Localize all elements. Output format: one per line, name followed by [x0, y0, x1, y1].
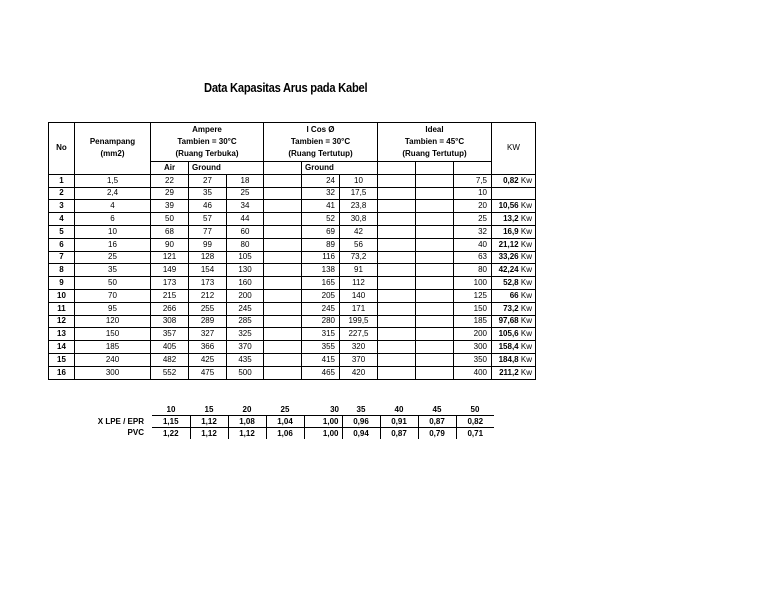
cell-ideal-3: 7,5 [454, 174, 492, 187]
cell-no: 12 [49, 315, 75, 328]
cell-kw [492, 251, 536, 264]
cell-icos-ground: 89 [302, 238, 340, 251]
kw-value: 211,2 [499, 367, 519, 377]
cell-icos-ground: 280 [302, 315, 340, 328]
cell-no: 9 [49, 277, 75, 290]
cell-kw [492, 213, 536, 226]
cell-ground-2: 18 [227, 174, 264, 187]
table-row [49, 302, 536, 315]
cell-ground-2: 285 [227, 315, 264, 328]
cell-ideal-3: 40 [454, 238, 492, 251]
cell-ground-2: 200 [227, 289, 264, 302]
kw-unit: Kw [520, 226, 532, 236]
correction-header-row-value: 30 [304, 404, 342, 416]
table-row [49, 238, 536, 251]
cell-ideal-1 [378, 264, 416, 277]
header-ampere-line1: Ampere [192, 125, 222, 134]
header-ideal-line1: Ideal [425, 125, 444, 134]
correction-row-xlpe-label: X LPE / EPR [97, 416, 144, 426]
table-row [49, 251, 536, 264]
cell-ideal-3: 63 [454, 251, 492, 264]
kw-value: 10,56 [498, 201, 519, 211]
correction-header-row-value: 20 [228, 404, 266, 416]
correction-header-row-value: 10 [152, 404, 190, 416]
cell-icos-1 [264, 264, 302, 277]
cell-ideal-2 [416, 328, 454, 341]
header-icos-line1: I Cos Ø [306, 125, 335, 134]
cell-air: 22 [151, 174, 189, 187]
correction-row-pvc-value: 0,71 [467, 428, 484, 438]
subheader-ideal-blank-3 [454, 162, 492, 175]
cell-ideal-1 [378, 187, 416, 200]
cell-no: 8 [49, 264, 75, 277]
table-row [49, 366, 536, 379]
cell-ground: 327 [189, 328, 227, 341]
header-no: No [49, 123, 75, 175]
cell-icos-ground: 24 [302, 174, 340, 187]
cell-no: 14 [49, 341, 75, 354]
correction-row-pvc-value: 0,87 [380, 428, 418, 440]
header-ampere-line3: (Ruang Terbuka) [175, 149, 239, 158]
cell-no: 4 [49, 213, 75, 226]
cell-ideal-1 [378, 238, 416, 251]
cell-ground: 99 [189, 238, 227, 251]
cell-ground: 212 [189, 289, 227, 302]
kw-unit: Kw [520, 367, 532, 377]
table-row [49, 264, 536, 277]
cell-penampang: 120 [75, 315, 151, 328]
kw-unit: Kw [520, 252, 532, 262]
header-ideal-line2: Tambien = 45°C [404, 137, 465, 146]
correction-row-xlpe-value: 1,08 [228, 416, 266, 428]
correction-row-xlpe-value: 1,04 [266, 416, 304, 428]
cell-ground-2: 160 [227, 277, 264, 290]
correction-row-xlpe-value: 1,00 [304, 416, 342, 428]
kw-value: 42,24 [498, 265, 519, 275]
cell-ideal-2 [416, 289, 454, 302]
correction-header-row-value: 50 [456, 404, 494, 416]
table-row [49, 174, 536, 187]
kw-unit: Kw [520, 354, 532, 364]
kw-value: 97,68 [498, 316, 519, 326]
cell-ideal-2 [416, 353, 454, 366]
cell-ideal-3: 350 [454, 353, 492, 366]
correction-row-xlpe-value: 1,12 [190, 416, 228, 428]
kw-value: 13,2 [503, 214, 519, 224]
cell-icos-1 [264, 200, 302, 213]
cell-icos-ground-2: 23,8 [340, 200, 378, 213]
cell-ideal-1 [378, 353, 416, 366]
table-row [49, 315, 536, 328]
kw-unit: Kw [520, 214, 532, 224]
correction-row-pvc-value: 1,00 [304, 428, 342, 440]
cell-ground-2: 500 [227, 366, 264, 379]
cell-ideal-2 [416, 251, 454, 264]
kw-value: 0,82 [503, 175, 519, 185]
cell-kw [492, 289, 536, 302]
cell-penampang: 95 [75, 302, 151, 315]
cell-icos-ground-2: 199,5 [340, 315, 378, 328]
kw-unit: Kw [520, 265, 532, 275]
cell-ideal-2 [416, 302, 454, 315]
cell-kw [492, 264, 536, 277]
cell-kw [492, 328, 536, 341]
cell-ideal-2 [416, 174, 454, 187]
cell-icos-ground-2: 420 [340, 366, 378, 379]
cell-icos-1 [264, 302, 302, 315]
cell-no: 5 [49, 225, 75, 238]
cell-icos-1 [264, 289, 302, 302]
correction-row-xlpe-value: 0,87 [418, 416, 456, 428]
header-icos-line3: (Ruang Tertutup) [288, 149, 353, 158]
cell-penampang: 50 [75, 277, 151, 290]
correction-row-xlpe [75, 416, 494, 428]
cell-penampang: 185 [75, 341, 151, 354]
cell-ground-2: 80 [227, 238, 264, 251]
cell-ideal-1 [378, 289, 416, 302]
cell-icos-ground-2: 112 [340, 277, 378, 290]
cell-kw [492, 353, 536, 366]
cell-air: 482 [151, 353, 189, 366]
cell-air: 50 [151, 213, 189, 226]
cell-icos-ground: 415 [302, 353, 340, 366]
cell-penampang: 70 [75, 289, 151, 302]
cell-icos-ground-2: 370 [340, 353, 378, 366]
cell-icos-ground-2: 140 [340, 289, 378, 302]
correction-factor-table [75, 404, 494, 439]
cell-icos-ground: 245 [302, 302, 340, 315]
table-row [49, 200, 536, 213]
cell-air: 215 [151, 289, 189, 302]
kw-unit: Kw [520, 290, 532, 300]
cell-air: 552 [151, 366, 189, 379]
table-row [49, 289, 536, 302]
correction-row-xlpe-value: 0,91 [380, 416, 418, 428]
table-row [49, 225, 536, 238]
cell-no: 1 [49, 174, 75, 187]
kw-value: 105,6 [498, 329, 519, 339]
cell-icos-1 [264, 328, 302, 341]
kw-value: 66 [509, 290, 519, 300]
cell-penampang: 4 [75, 200, 151, 213]
cell-icos-1 [264, 277, 302, 290]
cell-ideal-1 [378, 277, 416, 290]
table-row [49, 328, 536, 341]
cell-ground-2: 25 [227, 187, 264, 200]
cell-penampang: 10 [75, 225, 151, 238]
cell-icos-ground-2: 10 [340, 174, 378, 187]
cell-kw [492, 225, 536, 238]
kw-unit: Kw [520, 329, 532, 339]
cell-ground: 173 [189, 277, 227, 290]
cell-no: 15 [49, 353, 75, 366]
cell-kw [492, 341, 536, 354]
correction-row-xlpe-value: 0,82 [456, 416, 494, 428]
cell-icos-ground: 32 [302, 187, 340, 200]
cell-ideal-2 [416, 366, 454, 379]
cell-penampang: 2,4 [75, 187, 151, 200]
cell-ground: 46 [189, 200, 227, 213]
correction-row-pvc-value: 1,12 [228, 428, 266, 440]
cell-air: 266 [151, 302, 189, 315]
cell-icos-ground-2: 171 [340, 302, 378, 315]
correction-header-row-value: 15 [190, 404, 228, 416]
cell-ground-2: 60 [227, 225, 264, 238]
cell-icos-ground-2: 73,2 [340, 251, 378, 264]
kw-unit: Kw [520, 239, 532, 249]
page-title: Data Kapasitas Arus pada Kabel [204, 80, 368, 95]
header-icos-line2: Tambien = 30°C [290, 137, 351, 146]
cell-ground-2: 435 [227, 353, 264, 366]
cable-capacity-table [48, 122, 536, 380]
table-row [49, 187, 536, 200]
cell-penampang: 35 [75, 264, 151, 277]
cell-icos-1 [264, 315, 302, 328]
cell-ideal-2 [416, 341, 454, 354]
kw-value: 158,4 [498, 342, 519, 352]
cell-icos-1 [264, 251, 302, 264]
cell-icos-ground-2: 17,5 [340, 187, 378, 200]
cell-penampang: 240 [75, 353, 151, 366]
correction-header-row-value: 40 [380, 404, 418, 416]
cell-air: 308 [151, 315, 189, 328]
kw-value: 73,2 [503, 303, 519, 313]
cell-ground: 57 [189, 213, 227, 226]
kw-unit: Kw [520, 175, 532, 185]
cell-icos-ground: 41 [302, 200, 340, 213]
header-kw: KW [492, 123, 536, 175]
cell-ideal-3: 150 [454, 302, 492, 315]
cell-ideal-3: 10 [454, 187, 492, 200]
subheader-ground-2: Ground [302, 162, 378, 175]
cell-icos-ground: 465 [302, 366, 340, 379]
correction-header-row-label [75, 404, 152, 416]
cell-ground: 27 [189, 174, 227, 187]
cell-ideal-3: 200 [454, 328, 492, 341]
cell-icos-ground-2: 30,8 [340, 213, 378, 226]
cell-air: 357 [151, 328, 189, 341]
cell-no: 3 [49, 200, 75, 213]
cell-ground-2: 44 [227, 213, 264, 226]
cell-icos-ground-2: 91 [340, 264, 378, 277]
header-ideal [378, 123, 492, 162]
cell-ground: 366 [189, 341, 227, 354]
cell-ideal-2 [416, 264, 454, 277]
cell-kw [492, 302, 536, 315]
cell-ground-2: 325 [227, 328, 264, 341]
cell-icos-ground: 138 [302, 264, 340, 277]
cell-ideal-1 [378, 251, 416, 264]
kw-unit: Kw [520, 303, 532, 313]
cell-ground: 77 [189, 225, 227, 238]
cell-ideal-3: 125 [454, 289, 492, 302]
cell-ideal-3: 185 [454, 315, 492, 328]
correction-row-xlpe-value: 1,15 [152, 416, 190, 428]
cell-icos-ground-2: 320 [340, 341, 378, 354]
correction-header-row [75, 404, 494, 416]
cell-ideal-2 [416, 187, 454, 200]
cell-ideal-2 [416, 200, 454, 213]
cell-penampang: 150 [75, 328, 151, 341]
cell-ideal-2 [416, 238, 454, 251]
subheader-air: Air [151, 162, 189, 175]
cell-ideal-3: 300 [454, 341, 492, 354]
cell-ideal-1 [378, 366, 416, 379]
header-ideal-line3: (Ruang Tertutup) [402, 149, 467, 158]
cell-icos-1 [264, 174, 302, 187]
cell-penampang: 1,5 [75, 174, 151, 187]
cell-ground-2: 130 [227, 264, 264, 277]
kw-value: 184,8 [498, 354, 519, 364]
cell-ideal-3: 80 [454, 264, 492, 277]
cell-ground-2: 105 [227, 251, 264, 264]
cell-ground: 475 [189, 366, 227, 379]
cell-ground-2: 245 [227, 302, 264, 315]
correction-row-pvc-value: 1,22 [152, 428, 190, 440]
cell-ground: 128 [189, 251, 227, 264]
cell-ground: 35 [189, 187, 227, 200]
table-row [49, 341, 536, 354]
cell-ground-2: 34 [227, 200, 264, 213]
cell-ideal-3: 25 [454, 213, 492, 226]
cell-ground-2: 370 [227, 341, 264, 354]
cell-kw [492, 315, 536, 328]
cell-ground: 289 [189, 315, 227, 328]
correction-row-pvc-value: 0,79 [418, 428, 456, 440]
header-penampang [75, 123, 151, 175]
header-penampang-line1: Penampang [89, 137, 136, 147]
cell-ideal-1 [378, 315, 416, 328]
cell-ideal-1 [378, 213, 416, 226]
correction-header-row-value: 45 [418, 404, 456, 416]
correction-header-row-value: 35 [342, 404, 380, 416]
cell-ideal-1 [378, 302, 416, 315]
correction-row-pvc-label: PVC [127, 428, 144, 438]
cell-no: 6 [49, 238, 75, 251]
cell-ideal-2 [416, 225, 454, 238]
cell-ideal-1 [378, 174, 416, 187]
cell-icos-1 [264, 225, 302, 238]
cell-kw [492, 187, 536, 200]
cell-icos-ground-2: 227,5 [340, 328, 378, 341]
cell-kw [492, 277, 536, 290]
cell-air: 405 [151, 341, 189, 354]
cell-air: 39 [151, 200, 189, 213]
cell-ground: 425 [189, 353, 227, 366]
cell-ideal-3: 20 [454, 200, 492, 213]
kw-value: 16,9 [503, 226, 519, 236]
header-icos [264, 123, 378, 162]
correction-row-pvc-value: 1,12 [190, 428, 228, 440]
cell-penampang: 16 [75, 238, 151, 251]
cell-ideal-3: 100 [454, 277, 492, 290]
cell-air: 149 [151, 264, 189, 277]
cell-ideal-1 [378, 341, 416, 354]
cell-icos-1 [264, 366, 302, 379]
kw-unit: Kw [520, 316, 532, 326]
table-row [49, 353, 536, 366]
kw-unit: Kw [520, 342, 532, 352]
cell-ideal-3: 400 [454, 366, 492, 379]
subheader-icos-blank [264, 162, 302, 175]
cell-air: 68 [151, 225, 189, 238]
cell-air: 90 [151, 238, 189, 251]
cell-penampang: 6 [75, 213, 151, 226]
subheader-ideal-blank-2 [416, 162, 454, 175]
cell-no: 7 [49, 251, 75, 264]
cell-icos-ground: 205 [302, 289, 340, 302]
cell-air: 173 [151, 277, 189, 290]
kw-value: 52,8 [503, 278, 519, 288]
header-ampere-line2: Tambien = 30°C [177, 137, 237, 146]
kw-value: 33,26 [498, 252, 519, 262]
cell-ideal-2 [416, 277, 454, 290]
cell-icos-ground-2: 42 [340, 225, 378, 238]
cell-icos-ground: 165 [302, 277, 340, 290]
cell-no: 16 [49, 366, 75, 379]
cell-no: 10 [49, 289, 75, 302]
table-row [49, 213, 536, 226]
cell-no: 13 [49, 328, 75, 341]
cell-ideal-1 [378, 200, 416, 213]
kw-unit: Kw [520, 278, 532, 288]
cell-icos-1 [264, 187, 302, 200]
cell-icos-ground-2: 56 [340, 238, 378, 251]
subheader-ideal-blank-1 [378, 162, 416, 175]
cell-ideal-1 [378, 225, 416, 238]
kw-value: 21,12 [498, 239, 519, 249]
cell-icos-ground: 52 [302, 213, 340, 226]
cell-kw [492, 200, 536, 213]
cell-no: 11 [49, 302, 75, 315]
cell-icos-ground: 315 [302, 328, 340, 341]
cell-kw [492, 366, 536, 379]
cell-icos-ground: 69 [302, 225, 340, 238]
cell-icos-1 [264, 341, 302, 354]
correction-header-row-value: 25 [266, 404, 304, 416]
cell-ground: 255 [189, 302, 227, 315]
correction-row-pvc-value: 1,06 [266, 428, 304, 440]
table-row [49, 277, 536, 290]
cell-penampang: 300 [75, 366, 151, 379]
cell-kw [492, 174, 536, 187]
cell-icos-1 [264, 353, 302, 366]
cell-kw [492, 238, 536, 251]
cell-icos-ground: 355 [302, 341, 340, 354]
correction-row-xlpe-value: 0,96 [342, 416, 380, 428]
cell-air: 121 [151, 251, 189, 264]
cell-icos-ground: 116 [302, 251, 340, 264]
header-penampang-line2: (mm2) [100, 149, 125, 159]
kw-unit: Kw [520, 201, 532, 211]
cell-icos-1 [264, 238, 302, 251]
correction-row-pvc [75, 428, 494, 440]
cell-ideal-2 [416, 213, 454, 226]
correction-row-pvc-value: 0,94 [342, 428, 380, 440]
subheader-ground: Ground [189, 162, 264, 175]
cell-ground: 154 [189, 264, 227, 277]
cell-ideal-1 [378, 328, 416, 341]
cell-no: 2 [49, 187, 75, 200]
header-ampere [151, 123, 264, 162]
cell-ideal-3: 32 [454, 225, 492, 238]
cell-air: 29 [151, 187, 189, 200]
cell-ideal-2 [416, 315, 454, 328]
cell-penampang: 25 [75, 251, 151, 264]
cell-icos-1 [264, 213, 302, 226]
